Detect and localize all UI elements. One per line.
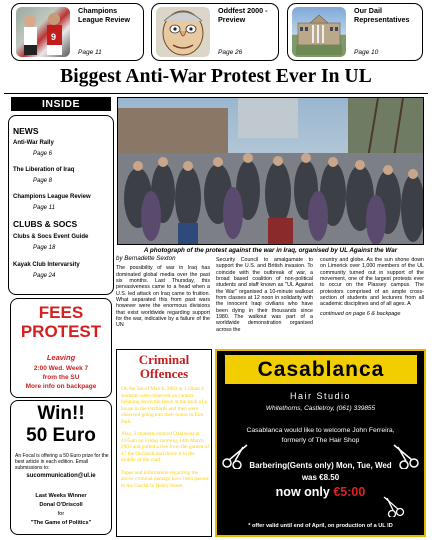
winner-name: Donal O'Driscoll (39, 502, 83, 508)
photo-caption: A photograph of the protest against the war in Iraq, organised by UL Against the War (143, 247, 398, 254)
criminal-title: Criminal Offences (138, 352, 190, 381)
win-body: An Focal is offering a 50 Euro prize for the best article in each edition. Email submissions to: (15, 453, 109, 471)
headline-rule (4, 93, 428, 94)
article-byline: by Bernadette Sexton (116, 255, 176, 262)
fees-protest-box (10, 298, 112, 398)
win-email[interactable]: sucommunication@ul.ie (26, 473, 96, 479)
ad-offer-price: €5:00 (333, 485, 366, 499)
article-column-3 (320, 257, 424, 317)
ad-welcome-line1: Casablanca would like to welcome John Ferreira, (246, 427, 395, 434)
news-header: NEWS (13, 126, 39, 136)
ad-title: Casablanca (225, 355, 417, 384)
contents-item[interactable]: Kayak Club Intervarsity (13, 262, 80, 268)
ad-offer-line1: Barbering(Gents only) Mon, Tue, Wed (249, 461, 392, 470)
teaser-page: Page 10 (354, 49, 379, 56)
teaser-title: Oddfest 2000 - Preview (218, 6, 268, 24)
contents-page: Page 6 (33, 151, 53, 157)
article-text-1: The possibility of war in Iraq has dominated global media over the past six months. Last Thursday, this pervasiveness came to a head when a U.S. led attack on Iraq came to fruition. What separated this from past wars however were the enormous divisions that exist worldwide regarding support for the war, indicative by a failure of the UN (116, 265, 210, 329)
win-title-line2: 50 Euro (26, 425, 96, 446)
criminal-offences-box (116, 349, 212, 537)
article-text-3: country and globe. As the sun shone down on Limerick over 1,000 members of the UL community turned out in support of the movement, one of the largest protests ever to occur on the Plassey campus. The protestors comprised of an ample cross-section of students and lecturers from all academic disciplines and of all ages. A (320, 257, 424, 308)
contents-item[interactable]: Champions League Review (13, 194, 91, 200)
contents-page: Page 24 (33, 273, 56, 279)
clubs-header: CLUBS & SOCS (13, 219, 78, 229)
criminal-paragraph: Also, 3 students entered Oaklawns at 4:05am on Friday morning 14th March 2003 and pulled a tree from the garden of 47 the Orchards and threw it in the middle of the road. (121, 431, 209, 463)
win-title-line1: Win!! (37, 403, 85, 424)
inside-label: INSIDE (11, 97, 111, 111)
criminal-paragraph: On the 5th of March, 2003 at 1:50am 4 students were observed on camera breaking down the fence at the back of a house in the Orchards and then were observed going into their house in Elm Park. (121, 386, 207, 425)
ad-subtitle: Hair Studio (289, 391, 352, 401)
casablanca-advert (215, 349, 426, 537)
headline: Biggest Anti-War Protest Ever In UL (60, 66, 372, 87)
article-text-2: Security Council to amalgamate to support the U.S. and British invasion. To coincide with the outbreak of war, a broad based coalition of non-political students and staff known as "UL Against the War" organised a 10-minute walkout from classes at 12 noon in solidarity with the innocent Iraqi civilians who have been dying in their thousands since 1980. The walkout was part of a worldwide demonstration organised across the (216, 257, 313, 333)
contents-item[interactable]: Clubs & Socs Event Guide (13, 234, 89, 240)
teaser-title: Champions League Review (78, 6, 130, 24)
fees-more-info: More info on backpage (25, 383, 97, 390)
teaser-page: Page 11 (78, 49, 102, 56)
contents-item[interactable]: The Liberation of Iraq (13, 167, 75, 173)
ad-footnote: * offer valid until end of April, on production of a UL ID (248, 523, 393, 529)
fees-from: from the SU (42, 374, 80, 381)
fees-leaving: Leaving (46, 353, 76, 362)
teaser-title: Our Dail Representatives (354, 6, 410, 24)
ad-welcome-line2: formerly of The Hair Shop (281, 437, 360, 444)
teaser-page: Page 26 (218, 49, 243, 56)
teaser-dail-representatives[interactable] (287, 3, 423, 61)
inside-contents-box (8, 115, 114, 295)
criminal-paragraph: Tapes and information regarding the above criminal damage have been passed to the Gardai in Henry Street. (121, 469, 209, 489)
winner-label: Last Weeks Winner (35, 493, 87, 499)
ad-offer-now: now only €5:00 (275, 485, 366, 499)
football-photo (16, 7, 70, 57)
svg-text:9: 9 (51, 32, 57, 42)
contents-item[interactable]: Anti-War Rally (13, 140, 54, 146)
scissors-icon (382, 495, 406, 517)
article-column-1 (116, 256, 210, 329)
contents-page: Page 8 (33, 178, 53, 184)
fees-title-line1: FEES (38, 303, 84, 322)
article-column-2 (216, 257, 313, 333)
teaser-oddfest[interactable] (151, 3, 279, 61)
ad-offer-was: was €8.50 (301, 473, 340, 482)
contents-page: Page 11 (33, 205, 55, 211)
ad-address: Whitethorns, Castletroy, (061) 339855 (265, 405, 376, 412)
criminal-body (121, 386, 209, 495)
article-continued[interactable]: continued on page 6 & backpage (320, 310, 401, 317)
contents-page: Page 18 (33, 245, 56, 251)
win-competition-box (10, 400, 112, 535)
building-photo (292, 7, 346, 57)
protest-photo (117, 97, 424, 245)
fees-when: 2:00 Wed. Week 7 (33, 365, 89, 372)
teaser-champions-league[interactable] (11, 3, 144, 61)
winner-article: "The Game of Politics" (30, 520, 92, 526)
caricature-face (156, 7, 210, 57)
winner-for: for (57, 511, 65, 517)
fees-title-line2: PROTEST (20, 322, 102, 341)
